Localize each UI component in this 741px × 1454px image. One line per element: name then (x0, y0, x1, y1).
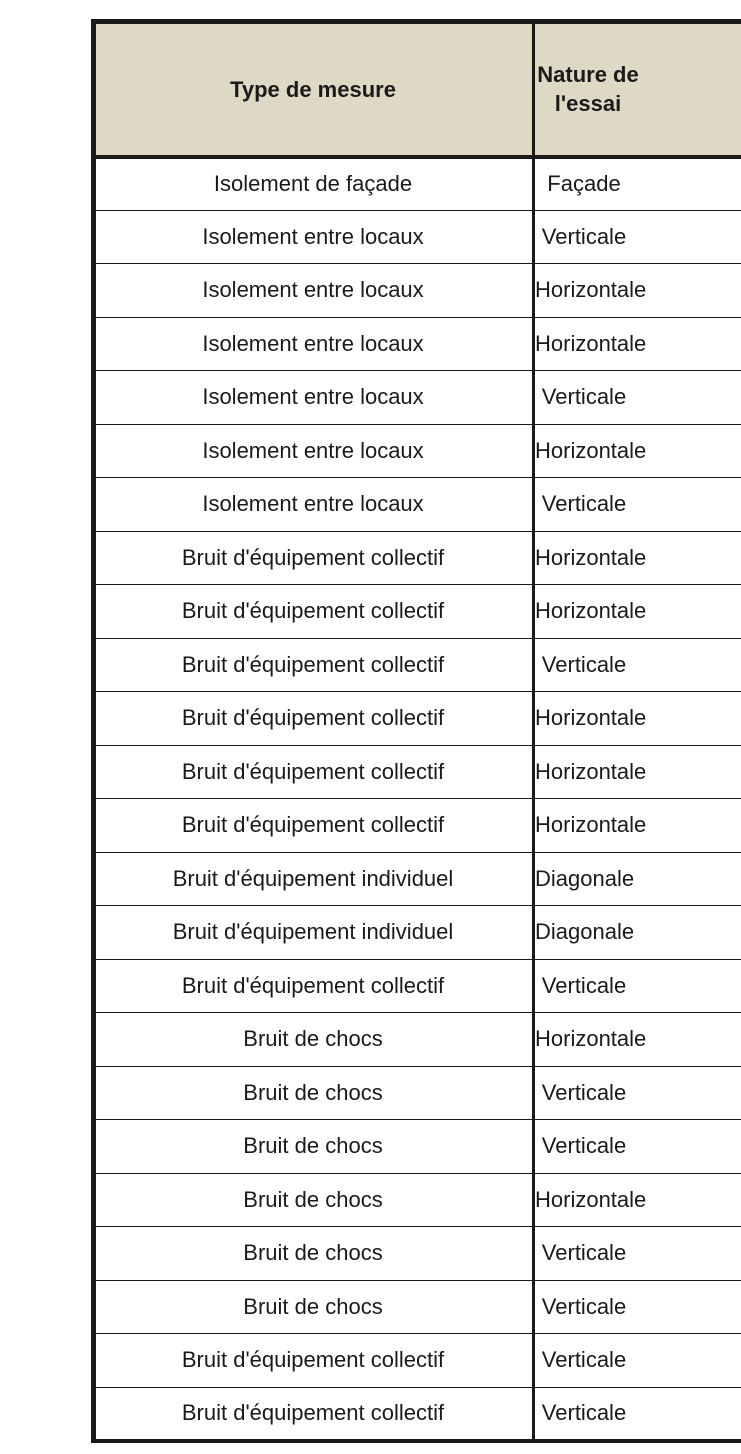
table-row (94, 906, 741, 960)
cell-nature-de-l-essai: Verticale (534, 371, 741, 425)
cell-type-de-mesure: Bruit d'équipement collectif (94, 1334, 534, 1388)
table-row (94, 1120, 741, 1174)
cell-type-de-mesure: Bruit de chocs (94, 1013, 534, 1067)
header-row (94, 22, 741, 157)
cell-type-de-mesure: Bruit d'équipement collectif (94, 692, 534, 746)
table-row (94, 852, 741, 906)
cell-nature-de-l-essai: Horizontale (534, 585, 741, 639)
header-type-de-mesure: Type de mesure (94, 22, 534, 157)
cell-type-de-mesure: Bruit d'équipement collectif (94, 585, 534, 639)
cell-type-de-mesure: Bruit d'équipement individuel (94, 852, 534, 906)
cell-type-de-mesure: Bruit d'équipement individuel (94, 906, 534, 960)
header-nature-text: Nature de l'essai (537, 62, 639, 117)
cell-nature-de-l-essai: Horizontale (534, 317, 741, 371)
table-row (94, 1013, 741, 1067)
cell-nature-de-l-essai: Verticale (534, 959, 741, 1013)
table-row (94, 317, 741, 371)
cell-type-de-mesure: Bruit de chocs (94, 1173, 534, 1227)
table-row (94, 371, 741, 425)
cell-nature-de-l-essai: Diagonale (534, 852, 741, 906)
table-row (94, 1334, 741, 1388)
table-row (94, 638, 741, 692)
cell-nature-de-l-essai: Verticale (534, 1280, 741, 1334)
cell-type-de-mesure: Isolement entre locaux (94, 478, 534, 532)
cell-nature-de-l-essai: Verticale (534, 638, 741, 692)
cell-type-de-mesure: Isolement entre locaux (94, 371, 534, 425)
cell-type-de-mesure: Bruit d'équipement collectif (94, 1387, 534, 1441)
cell-type-de-mesure: Bruit d'équipement collectif (94, 745, 534, 799)
table-row (94, 1066, 741, 1120)
cell-nature-de-l-essai: Verticale (534, 1334, 741, 1388)
cell-nature-de-l-essai: Verticale (534, 1227, 741, 1281)
cell-type-de-mesure: Isolement entre locaux (94, 210, 534, 264)
cell-type-de-mesure: Isolement entre locaux (94, 424, 534, 478)
cell-nature-de-l-essai: Horizontale (534, 531, 741, 585)
table-row (94, 1173, 741, 1227)
cell-type-de-mesure: Bruit de chocs (94, 1120, 534, 1174)
cell-nature-de-l-essai: Horizontale (534, 424, 741, 478)
table-row (94, 1280, 741, 1334)
cell-type-de-mesure: Bruit d'équipement collectif (94, 638, 534, 692)
cell-nature-de-l-essai: Horizontale (534, 799, 741, 853)
cell-nature-de-l-essai: Diagonale (534, 906, 741, 960)
cell-type-de-mesure: Isolement entre locaux (94, 264, 534, 318)
cell-type-de-mesure: Bruit d'équipement collectif (94, 959, 534, 1013)
table-row (94, 585, 741, 639)
header-nature-de-l-essai (534, 22, 741, 157)
table-row (94, 157, 741, 211)
table-body (94, 157, 741, 1441)
table-header (94, 22, 741, 157)
cell-type-de-mesure: Isolement entre locaux (94, 317, 534, 371)
table-row (94, 799, 741, 853)
table-row (94, 1227, 741, 1281)
cell-nature-de-l-essai: Verticale (534, 1387, 741, 1441)
table-row (94, 692, 741, 746)
table-row (94, 478, 741, 532)
cell-nature-de-l-essai: Horizontale (534, 1173, 741, 1227)
cell-nature-de-l-essai: Verticale (534, 1120, 741, 1174)
table-row (94, 745, 741, 799)
cell-type-de-mesure: Bruit d'équipement collectif (94, 531, 534, 585)
cell-type-de-mesure: Bruit de chocs (94, 1227, 534, 1281)
measurement-table (91, 19, 741, 1443)
cell-nature-de-l-essai: Horizontale (534, 264, 741, 318)
cell-nature-de-l-essai: Façade (534, 157, 741, 211)
table-row (94, 1387, 741, 1441)
measurement-table-container (91, 19, 741, 1443)
cell-nature-de-l-essai: Verticale (534, 1066, 741, 1120)
table-row (94, 531, 741, 585)
table-row (94, 959, 741, 1013)
cell-type-de-mesure: Bruit de chocs (94, 1280, 534, 1334)
table-row (94, 210, 741, 264)
cell-type-de-mesure: Bruit de chocs (94, 1066, 534, 1120)
cell-nature-de-l-essai: Verticale (534, 210, 741, 264)
cell-nature-de-l-essai: Verticale (534, 478, 741, 532)
cell-type-de-mesure: Isolement de façade (94, 157, 534, 211)
cell-type-de-mesure: Bruit d'équipement collectif (94, 799, 534, 853)
cell-nature-de-l-essai: Horizontale (534, 692, 741, 746)
cell-nature-de-l-essai: Horizontale (534, 1013, 741, 1067)
table-row (94, 424, 741, 478)
cell-nature-de-l-essai: Horizontale (534, 745, 741, 799)
table-row (94, 264, 741, 318)
